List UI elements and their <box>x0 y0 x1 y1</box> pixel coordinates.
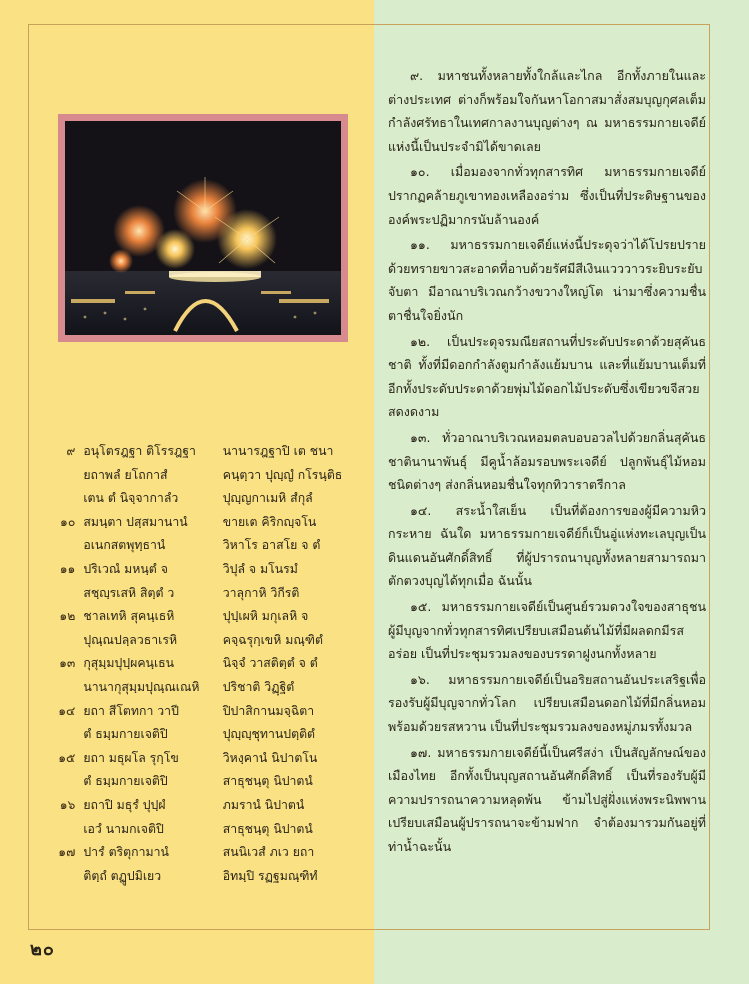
verse-number: ๑๕ <box>58 750 76 765</box>
verse-left-line: ตํ ธมฺมกายเจติปิ <box>83 727 168 742</box>
verse-left-line: กุสุมฺมปุปฺผคนฺเธน <box>83 656 175 671</box>
verse-left-line: สชฺญฺรเสหิ สิตฺตํ ว <box>83 585 175 600</box>
verse-right-line: วิหาโร อาสโย จ ตํ <box>222 538 321 553</box>
verse-number <box>40 818 83 842</box>
verse-row <box>40 723 370 747</box>
verse-number: ๑๑ <box>59 561 76 576</box>
verse-left-line: ชาลเทหิ สุคนฺเธหิ <box>83 609 175 624</box>
verse-right-line: วิหงฺคานํ นิปาตโน <box>222 750 318 765</box>
verse-number <box>40 582 83 606</box>
verse-number <box>40 723 83 747</box>
verse-row <box>40 558 370 582</box>
verse-right-line: ปุญฺญกาเมหิ สํกุลํ <box>222 491 313 506</box>
verse-row <box>40 582 370 606</box>
verse-left-line: ตํ ธมฺมกายเจติปิ <box>83 774 168 789</box>
verse-right-line: ปุปฺเผหิ มกุเลหิ จ <box>222 609 309 624</box>
verse-number: ๑๒ <box>59 609 76 624</box>
verse-right-line: นานารฎฐาปิ เต ชนา <box>222 444 334 458</box>
verse-row <box>40 818 370 842</box>
verse-row <box>40 534 370 558</box>
commentary-paragraph: ๑๒. เป็นประดุจรมณียสถานที่ประดับประดาด้วยสุคันธชาติ ทั้งที่มีดอกกำลังตูมกำลังแย้มบาน และที่แย้มบานเต็มที่ อีกทั้งประดับประดาด้วยพุ่มไม้ดอกไม้ประดับซึ่งเขียวขจีสวยสดงดงาม <box>388 333 706 420</box>
verse-left-line: ยถาปิ มธุรํ ปุปฺผํ <box>83 797 166 812</box>
verse-number: ๑๖ <box>59 797 76 812</box>
verse-left-line: เตน ตํ นิจฺจากาลํว <box>83 491 179 506</box>
verse-left-line: ติตฺถํ ตฏูปมิเยว <box>83 868 162 883</box>
verse-number <box>40 464 83 488</box>
verse-right-line: ปิปาสิกานมจฺฉิตา <box>222 703 315 718</box>
commentary-paragraph: ๑๕. มหาธรรมกายเจดีย์เป็นศูนย์รวมดวงใจของสาธุชนผู้มีบุญจากทั่วทุกสารทิศเปรียบเสมือนต้นไม้ที่มีผลดกมีรสอร่อย เป็นที่ประชุมรวมลงของบรรดาฝูงนกทั้งหลาย <box>388 599 706 662</box>
verse-row <box>40 464 370 488</box>
verse-right-line: ขายเต คิริกญฺจโน <box>222 514 317 529</box>
verse-left-line: ปริเวณํ มหนฺตํ จ <box>83 561 168 576</box>
verse-row <box>40 865 370 889</box>
thai-commentary <box>388 64 706 861</box>
verse-left-line: อเนกสตพุทฺธานํ <box>83 538 166 553</box>
verse-row <box>40 841 370 865</box>
verse-row <box>40 487 370 511</box>
verse-row <box>40 700 370 724</box>
commentary-paragraph: ๙. มหาชนทั้งหลายทั้งใกล้และไกล อีกทั้งภายในและต่างประเทศ ต่างก็พร้อมใจกันหาโอกาสมาสั่งสมบุญกุศลเต็มกำลังศรัทธาในเทศกาลงานบุญต่างๆ ณ มหาธรรมกายเจดีย์แห่งนี้เป็นประจำมิได้ขาดเลย <box>388 68 706 154</box>
verse-row <box>40 629 370 653</box>
verse-right-line: สาธุชนฺตุ นิปาตนํ <box>222 821 313 836</box>
verse-right-line: ปุญฺญฺชุทานปตฺติตํ <box>222 727 316 742</box>
commentary-paragraph: ๑๑. มหาธรรมกายเจดีย์แห่งนี้ประดุจว่าได้โปรยปรายด้วยทรายขาวสะอาดที่อาบด้วยรัศมีสีเงินแวววาวระยิบระยับจับตา มีอาณาบริเวณกว้างขวางใหญ่โต น่ามาซึ่งความชื่นตาชื่นใจยิ่งนัก <box>388 237 706 323</box>
verse-number <box>40 676 83 700</box>
pali-verses <box>40 440 370 888</box>
verse-number <box>40 865 83 889</box>
verse-number: ๑๐ <box>60 514 76 529</box>
verse-right-line: คนฺตฺวา ปุญฺญํ กโรนฺติธ <box>222 467 343 482</box>
verse-right-line: ปริชาติ วิฏฺฐิตํ <box>222 679 295 694</box>
verse-right-line: ภมรานํ นิปาตนํ <box>222 797 305 812</box>
verse-row <box>40 440 370 464</box>
verse-number: ๑๔ <box>58 703 76 718</box>
verse-right-line: อิทมฺปิ รฏฐมณฺฑิทํ <box>222 868 318 883</box>
verse-left-line: ปุณฺณปลฺลวธาเรหิ <box>83 632 178 647</box>
verse-row <box>40 676 370 700</box>
commentary-paragraph: ๑๗. มหาธรรมกายเจดีย์นี้เป็นศรีสง่า เป็นสัญลักษณ์ของเมืองไทย อีกทั้งเป็นบุญสถานอันศักดิ์สิทธิ์ เป็นที่รองรับผู้มีความปรารถนาความหลุดพ้น ข้ามไปสู่ฝั่งแห่งพระนิพพานเปรียบเสมือนผู้ปรารถนาจะข้ามฟาก จำต้องมารวมกันอยู่ที่ท่าน้ำฉะนั้น <box>388 744 706 854</box>
verse-left-line: ยถาพลํ ยโถกาสํ <box>83 467 168 482</box>
verse-number: ๙ <box>66 444 76 458</box>
verse-row <box>40 605 370 629</box>
verse-row <box>40 652 370 676</box>
verse-right-line: วาลุกาหิ วิกีรติ <box>222 585 300 600</box>
verse-number <box>40 487 83 511</box>
verse-number: ๑๓ <box>59 656 76 671</box>
verse-right-line: นิจฺจํ วาสติตฺตํ จ ตํ <box>222 656 318 671</box>
verse-left-line: ยถา สีโตทกา วาปี <box>83 703 179 718</box>
verse-left-line: เอวํ นามกเจติปิ <box>83 821 164 836</box>
fireworks-photo-icon <box>65 121 341 335</box>
commentary-paragraph: ๑๓. ทั่วอาณาบริเวณหอมตลบอบอวลไปด้วยกลิ่นสุคันธชาตินานาพันธุ์ มีคูน้ำล้อมรอบพระเจดีย์ ปลูกพันธุ์ไม้หอมชนิดต่างๆ ส่งกลิ่นหอมชื่นใจทุกทิวาราตรีกาล <box>388 429 706 493</box>
verse-left-line: ยถา มธุผโล รุกฺโข <box>83 750 179 765</box>
verse-right-line: สาธุชนฺตุ นิปาตนํ <box>222 774 313 789</box>
verse-number <box>40 770 83 794</box>
verse-row <box>40 770 370 794</box>
commentary-paragraph: ๑๖. มหาธรรมกายเจดีย์เป็นอริยสถานอันประเสริฐเพื่อรองรับผู้มีบุญจากทั่วโลก เปรียบเสมือนดอกไม้ที่มีกลิ่นหอมพร้อมด้วยรสหวาน เป็นที่ประชุมรวมลงของหมู่ภมรทั้งมวล <box>388 671 706 735</box>
verse-row <box>40 747 370 771</box>
commentary-paragraph: ๑๔. สระน้ำใสเย็น เป็นที่ต้องการของผู้มีความหิวกระหาย ฉันใด มหาธรรมกายเจดีย์ก็เป็นอู่แห่งทะเลบุญเป็นดินแดนอันศักดิ์สิทธิ์ ที่ผู้ปรารถนาบุญทั้งหลายสามารถมาตักตวงบุญได้ทุกเมื่อ ฉันนั้น <box>388 502 706 589</box>
verse-left-line: ปารํ ตริตุกามานํ <box>83 845 169 860</box>
verse-right-line: สนนิเวสํ ภเว ยถา <box>222 845 315 860</box>
verse-right-line: วิปุลํ จ มโนรมํ <box>222 561 298 576</box>
commentary-paragraph: ๑๐. เมื่อมองจากทั่วทุกสารทิศ มหาธรรมกายเจดีย์ปรากฏคล้ายภูเขาทองเหลืองอร่าม ซึ่งเป็นที่ประดิษฐานขององค์พระปฏิมากรนับล้านองค์ <box>388 164 706 227</box>
verse-row <box>40 511 370 535</box>
fireworks-photo <box>58 114 348 342</box>
verse-number <box>40 534 83 558</box>
verse-right-line: คจฺฉรุกฺเขหิ มณฺฑิตํ <box>222 632 323 647</box>
verse-number: ๑๗ <box>58 845 76 860</box>
page-number: ๒๐ <box>30 939 55 960</box>
verse-left-line: นานากุสุมฺมปุณฺณเณหิ <box>83 679 200 694</box>
verse-left-line: อนุโตรฎฐา ติโรรฎฐา <box>83 444 196 458</box>
verse-left-line: สมนฺตา ปสฺสมานานํ <box>83 514 188 529</box>
verse-number <box>40 629 83 653</box>
verse-row <box>40 794 370 818</box>
